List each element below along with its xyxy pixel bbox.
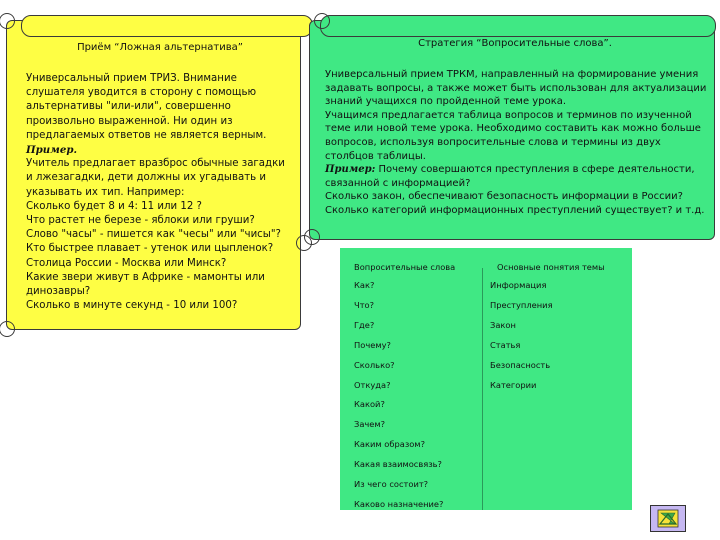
left-scroll-top-roll: [21, 15, 313, 37]
right-scroll-body: [325, 68, 710, 218]
table-cell: Преступления: [490, 299, 553, 310]
right-body-intro: Универсальный прием ТРКМ, направленный на формирование умения задавать вопросы, а также может быть использован для актуализации знаний учащихся по пройденной теме урока. Учащимся предлагается таблица вопросов и терминов по изученной теме или новой теме урока. Необходимо составить как можно больше вопросов, используя вопросительные слова и термины из двух столбцов таблицы.: [325, 69, 707, 162]
table-cell: Откуда?: [354, 379, 391, 390]
left-scroll-title: Приём “Ложная альтернатива”: [77, 42, 243, 53]
table-cell: Из чего состоит?: [354, 479, 429, 489]
table-cell: Информация: [490, 280, 547, 290]
left-body-examples: Учитель предлагает вразброс обычные загадки и лжезагадки, дети должны их угадывать и указывать их тип. Например: Сколько будет 8 и 4: 11 или 12 ? Что растет не березе - яблоки или груши? Слово "часы" - пишется как "чесы" или "чисы"? Кто быстрее плавает - утенок или цыпленок? Столица России - Москва или Минск? Какие звери живут в Африке - мамонты или динозавры? Сколько в минуте секунд - 10 или 100?: [26, 158, 285, 312]
scroll-curl-icon: [314, 13, 330, 29]
table-header-key-concepts: Основные понятия темы: [497, 262, 605, 272]
table-cell: Сколько?: [354, 359, 395, 370]
table-cell: Почему?: [354, 339, 391, 350]
table-cell: Зачем?: [354, 419, 386, 430]
table-divider: [482, 268, 483, 510]
table-cell: Где?: [354, 319, 375, 330]
right-scroll-top-roll: [320, 15, 716, 37]
left-body-intro: Универсальный прием ТРИЗ. Внимание слушателя уводится в сторону с помощью альтернативы "или-или", совершенно произвольно выраженной. Ни один из предлагаемых ответов не является верным.: [26, 73, 267, 141]
right-scroll-title: Стратегия “Вопросительные слова”.: [418, 38, 612, 49]
table-cell: Как?: [354, 280, 375, 290]
table-cell: Что?: [354, 299, 375, 310]
table-cell: Каким образом?: [354, 439, 425, 450]
left-example-label: Пример.: [26, 144, 77, 157]
right-example-label: Пример:: [325, 164, 376, 176]
scroll-curl-icon: [0, 321, 15, 337]
table-cell: Каково назначение?: [354, 498, 444, 509]
table-cell: Какая взаимосвязь?: [354, 459, 442, 470]
scroll-curl-icon: [304, 229, 320, 245]
table-cell: Безопасность: [490, 359, 551, 370]
back-arrow-icon: [651, 506, 685, 531]
left-scroll-body: [26, 72, 294, 313]
table-cell: Категории: [490, 379, 537, 390]
table-cell: Закон: [490, 319, 516, 330]
back-button[interactable]: [650, 505, 686, 532]
table-cell: Какой?: [354, 399, 385, 410]
scroll-curl-icon: [0, 13, 15, 29]
table-header-question-words: Вопросительные слова: [354, 262, 456, 272]
question-words-table: [340, 248, 632, 510]
table-cell: Статья: [490, 339, 521, 350]
right-body-examples: Почему совершаются преступления в сфере деятельности, связанной с информацией? Сколько закон, обеспечивают безопасность информации в России? Сколько категорий информационных преступлений существует? и т.д.: [325, 164, 705, 216]
